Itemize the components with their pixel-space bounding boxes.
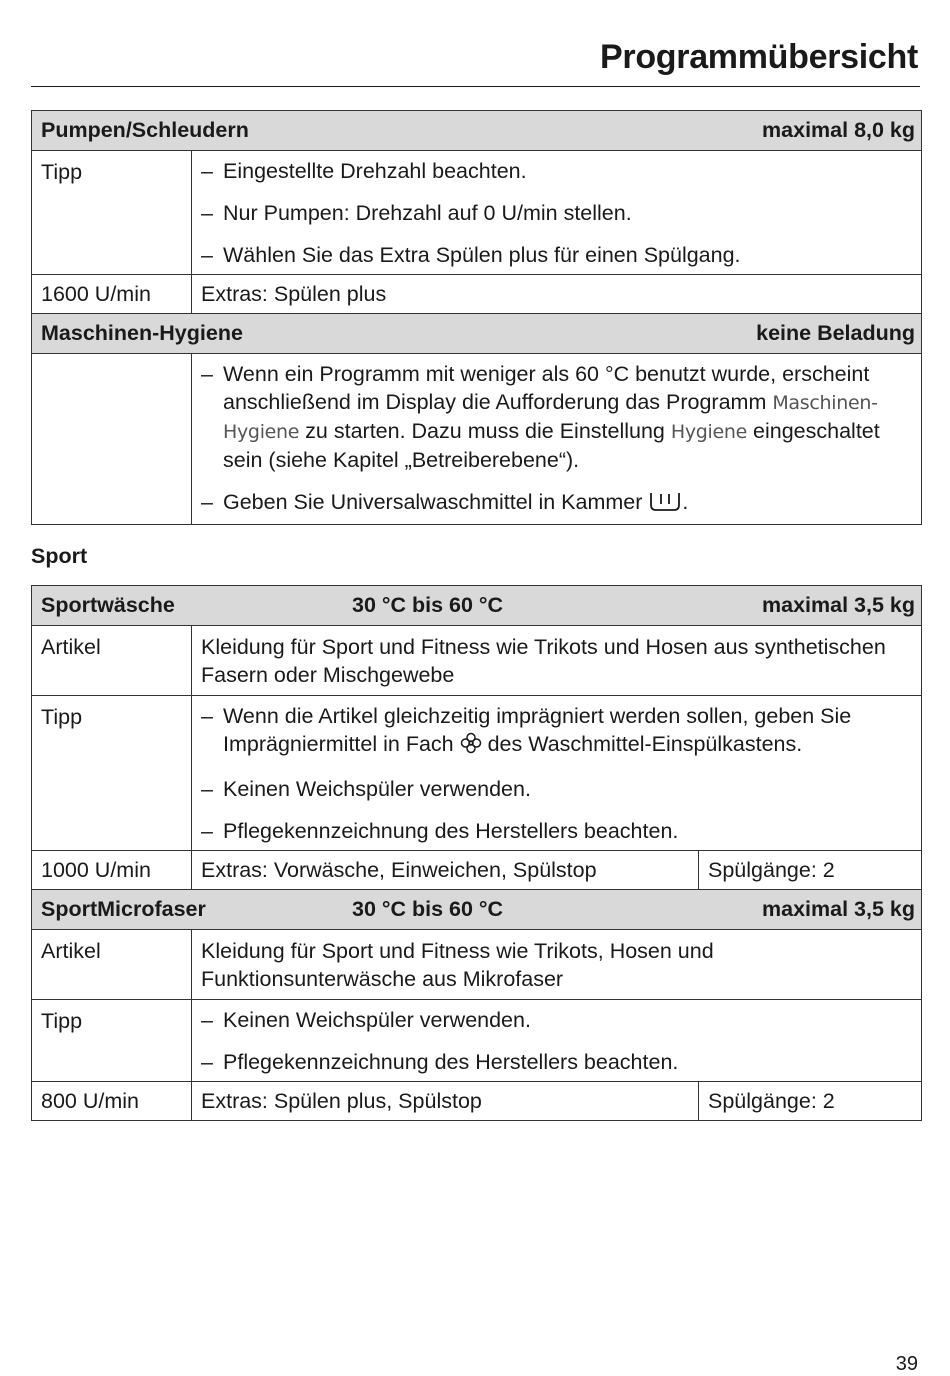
rinse-count: Spülgänge: 2 <box>699 1082 922 1121</box>
tip-list <box>201 360 913 519</box>
display-text-setting: Hygiene <box>670 421 748 443</box>
tip-row <box>32 696 922 851</box>
title-rule <box>31 86 920 87</box>
page-title: Programmübersicht <box>600 38 918 76</box>
program-load: maximal 8,0 kg <box>762 118 916 142</box>
tip-item <box>201 488 913 519</box>
tip-text: Geben Sie Universalwaschmittel in Kammer <box>223 490 649 514</box>
program-load: keine Beladung <box>756 321 916 345</box>
section-heading-sport: Sport <box>31 544 88 568</box>
program-name: Pumpen/Schleudern <box>41 118 249 142</box>
tip-text: Wenn die Artikel gleichzeitig imprägniert werden sollen, geben Sie Imprägniermittel in Fach <box>223 704 852 756</box>
program-temperature: 30 °C bis 60 °C <box>352 593 504 617</box>
tip-item: – Eingestellte Drehzahl beachten. <box>201 157 912 185</box>
tip-item: – Pflegekennzeichnung des Herstellers beachten. <box>201 817 917 845</box>
page-number: 39 <box>895 1353 918 1375</box>
program-header-sportwaesche <box>32 586 922 626</box>
row-label: Artikel <box>32 930 192 1000</box>
tip-text: des Waschmittel-Einspülkastens. <box>481 732 803 756</box>
program-header-hygiene <box>32 314 922 354</box>
extras: Extras: Spülen plus, Spülstop <box>192 1082 699 1121</box>
article-row <box>32 930 922 1000</box>
extras: Extras: Vorwäsche, Einweichen, Spülstop <box>192 851 699 890</box>
program-header-pumpen <box>32 111 922 151</box>
article-row <box>32 626 922 696</box>
row-label-empty <box>32 354 192 525</box>
rinse-count: Spülgänge: 2 <box>699 851 922 890</box>
tip-item: – Nur Pumpen: Drehzahl auf 0 U/min stellen. <box>201 199 912 227</box>
row-label: Tipp <box>32 1000 192 1082</box>
spin-speed: 800 U/min <box>32 1082 192 1121</box>
program-temperature: 30 °C bis 60 °C <box>352 897 504 921</box>
article-text: Kleidung für Sport und Fitness wie Trikots und Hosen aus synthetischen Fasern oder Mischgewebe <box>192 626 922 696</box>
detergent-chamber-icon <box>648 490 682 519</box>
tip-item: – Pflegekennzeichnung des Herstellers beachten. <box>201 1048 912 1076</box>
program-load: maximal 3,5 kg <box>762 897 915 921</box>
extras: Extras: Spülen plus <box>192 275 922 314</box>
row-label: Tipp <box>32 696 192 851</box>
tip-list <box>201 157 912 269</box>
tip-item: – Keinen Weichspüler verwenden. <box>201 775 917 803</box>
article-text: Kleidung für Sport und Fitness wie Trikots, Hosen und Funktionsunterwäsche aus Mikrofaser <box>192 930 922 1000</box>
speed-row <box>32 1082 922 1121</box>
tip-row <box>32 354 922 525</box>
program-name: Maschinen-Hygiene <box>41 321 243 345</box>
speed-row <box>32 851 922 890</box>
spin-speed: 1600 U/min <box>32 275 192 314</box>
flower-compartment-icon <box>460 732 482 761</box>
program-table-sport <box>31 585 922 1121</box>
program-table-pumpen-hygiene <box>31 110 922 525</box>
row-label: Artikel <box>32 626 192 696</box>
tip-item: – Keinen Weichspüler verwenden. <box>201 1006 912 1034</box>
row-label: Tipp <box>32 151 192 275</box>
program-name: SportMicrofaser <box>41 897 206 921</box>
tip-text: zu starten. Dazu muss die Einstellung <box>299 419 671 443</box>
program-name: Sportwäsche <box>41 593 175 617</box>
tip-text: Wenn ein Programm mit weniger als 60 °C benutzt wurde, erscheint anschließend im Display die Aufforderung das Programm <box>223 362 870 414</box>
tip-list <box>201 702 917 845</box>
program-header-microfaser <box>32 890 922 930</box>
program-load: maximal 3,5 kg <box>762 593 915 617</box>
spin-speed: 1000 U/min <box>32 851 192 890</box>
tip-row <box>32 1000 922 1082</box>
tip-item <box>201 360 913 474</box>
tip-text: eingeschaltet sein (siehe Kapitel „Betreiberebene“). <box>223 419 880 472</box>
speed-row <box>32 275 922 314</box>
display-text-program: Maschinen-Hygiene <box>223 392 878 443</box>
tip-row <box>32 151 922 275</box>
tip-item <box>201 702 917 761</box>
tip-list <box>201 1006 912 1076</box>
tip-text: . <box>682 490 689 514</box>
tip-item: – Wählen Sie das Extra Spülen plus für einen Spülgang. <box>201 241 912 269</box>
